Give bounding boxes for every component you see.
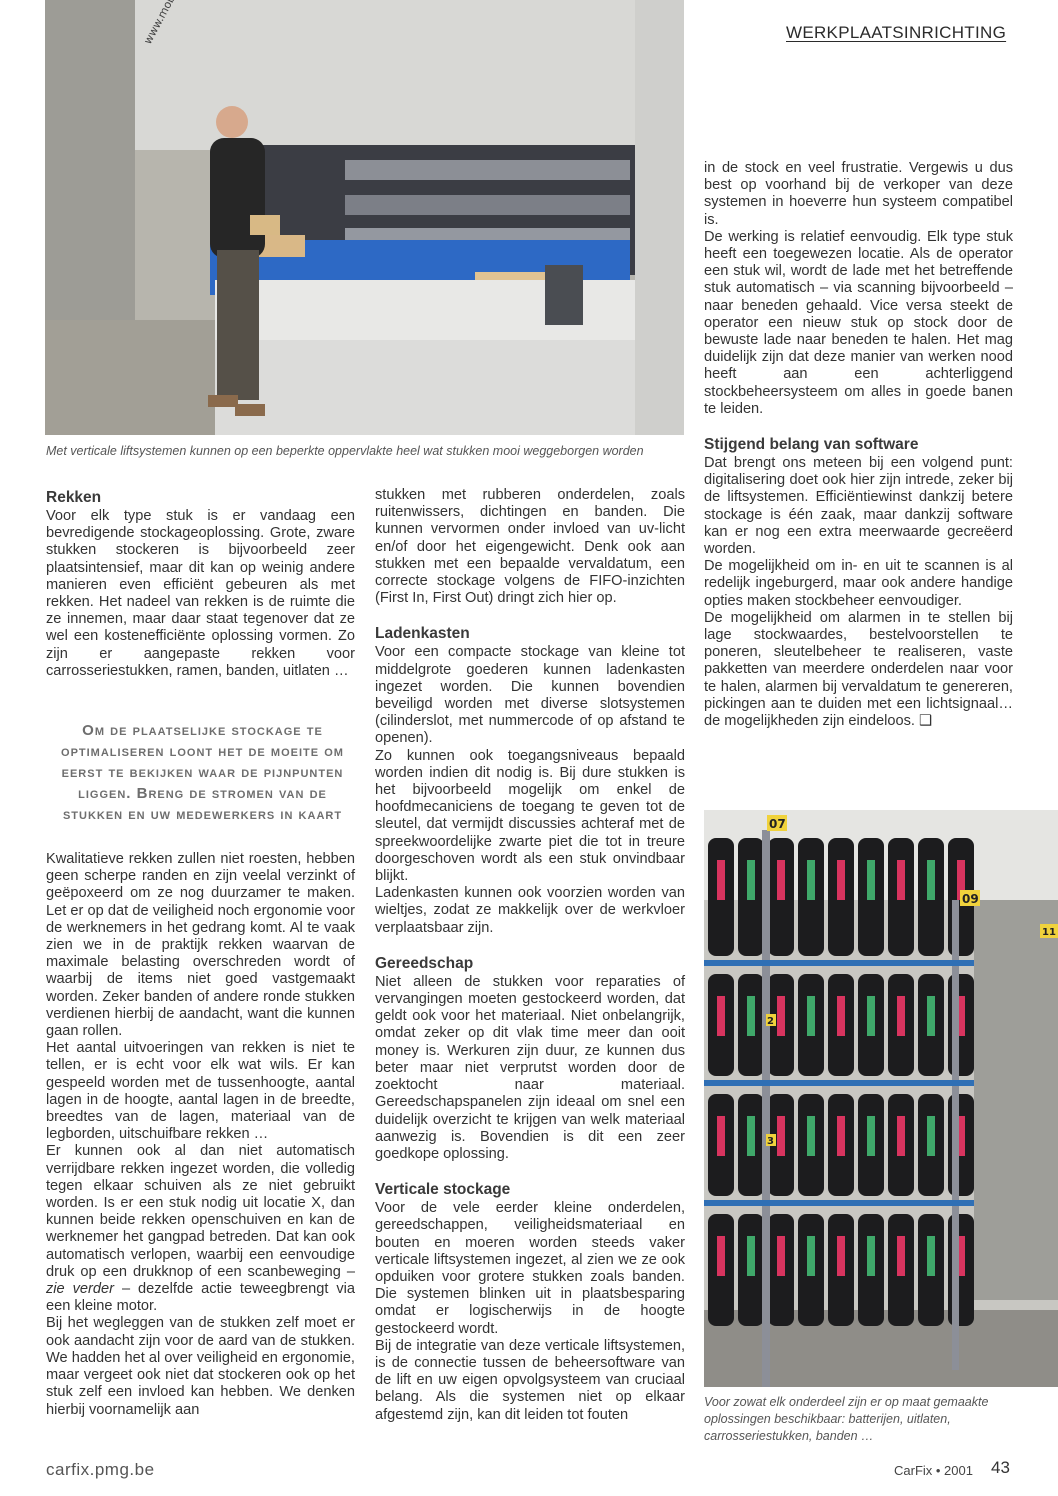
ladenkasten-paragraph-1: Voor een compacte stockage van kleine tot middelgrote goederen kunnen ladenkasten ingezet worden. Die kunnen bovendien beveiligd worden met diverse slotsystemen (cilinderslot, met nummercode of op afstand te openen).	[375, 644, 685, 747]
photo2-caption: Voor zowat elk onderdeel zijn er op maat gemaakte oplossingen beschikbaar: batterijen, uitlaten, carrosseriestukken, banden …	[704, 1395, 989, 1443]
rack-label-07: 07	[769, 817, 786, 831]
software-paragraph-3: De mogelijkheid om alarmen in te stellen bij lage stockwaardes, bestelvoorstellen te poneren, sleutelbeheer te realiseren, vaste pakketten van meerdere onderdelen naar voor te halen, alarmen bij vervaldatum te genereren, pickingen aan te duiden met een lichtsignaal… de mogelijkheden zijn eindeloos. ❑	[704, 609, 1013, 730]
vertical-lift-illustration	[45, 0, 684, 435]
rack-label-09: 09	[962, 892, 979, 906]
software-paragraph-1: Dat brengt ons meteen bij een volgend punt: digitalisering doet ook hier zijn intrede, zeker bij de liftsystemen. Efficiëntiewinst dankzij betere stockage is één zaak, maar dankzij software kan er nog een extra meerwaarde gecreëerd worden.	[704, 455, 1013, 558]
column-middle	[375, 487, 685, 1424]
heading-ladenkasten: Ladenkasten	[375, 625, 470, 643]
rekken-paragraph-4	[46, 1143, 355, 1315]
right-paragraph-2: De werking is relatief eenvoudig. Elk type stuk heeft een toegewezen locatie. Als de operator een stuk wil, wordt de lade met het betreffende stuk automatisch – via scanning bijvoorbeeld – naar beneden gehaald. Vice versa steekt de operator een nieuw stuk op stock door de bewuste lade naar beneden te halen. Het mag duidelijk zijn dat deze manier van werken nood heeft aan een achterliggend stockbeheersysteem om alles in goede banen te leiden.	[704, 228, 1013, 417]
page-number: 43	[991, 1458, 1010, 1477]
rekken-paragraph-1: Voor elk type stuk is er vandaag een bevredigende stockageoplossing. Grote, zware stukken stockeren is bijvoorbeeld zeer plaatsintensief, maar dit kan op weinig andere manieren even efficiënt gebeuren als met rekken. Het nadeel van rekken is de ruimte die ze innemen, maar daar staat tegenover dat ze wel een kostenefficiënte oplossing vormen. Zo zijn er aangepaste rekken voor carrosseriestukken, ramen, banden, uitlaten …	[46, 508, 355, 679]
footer-magazine: CarFix • 2001	[894, 1463, 973, 1478]
pull-quote: Om de plaatselijke stockage te optimaliseren loont het de moeite om eerst te bekijken waar de pijnpunten liggen. Breng de stromen van de stukken en uw medewerkers in kaart	[61, 722, 344, 823]
rekken-paragraph-5: Bij het wegleggen van de stukken zelf moet er ook aandacht zijn voor de aard van de stukken. We hadden het al over veiligheid en ergonomie, maar vergeet ook niet dat stockeren ook op het stuk zelf een invloed kan hebben. We denken hierbij voornamelijk aan	[46, 1315, 355, 1418]
verticale-paragraph-2: Bij de integratie van deze verticale liftsystemen, is de connectie tussen de beheersoftware van de lift en uw eigen opvolgsysteem van cruciaal belang. Als die systemen niet op elkaar afgestemd zijn, kan dit leiden tot fouten	[375, 1337, 685, 1423]
heading-software: Stijgend belang van software	[704, 436, 919, 454]
rack-label-11: 11	[1042, 927, 1056, 938]
footer-url: carfix.pmg.be	[46, 1460, 155, 1479]
rekken-paragraph-4-emphasis: zie verder	[46, 1281, 114, 1298]
rack-label-2: 2	[767, 1016, 774, 1027]
heading-verticale-stockage: Verticale stockage	[375, 1181, 511, 1199]
middle-paragraph-1: stukken met rubberen onderdelen, zoals ruitenwissers, dichtingen en banden. Die kunnen vervormen onder invloed van uv-licht en/of door het eigengewicht. Denk ook aan stukken met een bepaalde vervaldatum, een correcte stockage volgens de FIFO-inzichten (First In, First Out) dringt zich hier op.	[375, 487, 685, 607]
right-paragraph-1: in de stock en veel frustratie. Vergewis u dus best op voorhand bij de verkoper van deze systemen in hoeverre hun systeem compatibel is.	[704, 160, 1013, 228]
section-label: WERKPLAATSINRICHTING	[786, 23, 1007, 42]
ladenkasten-paragraph-3: Ladenkasten kunnen ook voorzien worden van wieltjes, zodat ze makkelijk over de werkvloer verplaatsbaar zijn.	[375, 885, 685, 936]
ladenkasten-paragraph-2: Zo kunnen ook toegangsniveaus bepaald worden indien dit nodig is. Bij dure stukken is het bijvoorbeeld mogelijk om enkel de hoofdmecaniciens de toegang te geven tot de sleutel, dat vermijdt discussies achteraf met de spreekwoordelijke zwarte piet die tot in treure doorgeschoven wordt als een stuk onvindbaar blijkt.	[375, 747, 685, 885]
software-paragraph-2: De mogelijkheid om in- en uit te scannen is al redelijk ingeburgerd, maar ook andere handige opties maken stockbeheer eenvoudiger.	[704, 558, 1013, 609]
heading-rekken: Rekken	[46, 489, 102, 506]
column-left-continued	[46, 851, 355, 1419]
heading-gereedschap: Gereedschap	[375, 954, 474, 972]
tire-rack-illustration	[704, 810, 1058, 1387]
rekken-paragraph-2: Kwalitatieve rekken zullen niet roesten, hebben geen scherpe randen en zijn veelal verzinkt of geëpoxeerd om ze nog duurzamer te maken. Let er op dat de veiligheid noch ergonomie voor de werknemers in het gedrang komt. Al te vaak zien we in de praktijk rekken waarvan de maximale belasting overschreden wordt of waarbij de items niet goed vastgemaakt worden. Zeker banden of andere ronde stukken verdienen hierbij de aandacht, want die kunnen gaan rollen.	[46, 851, 355, 1040]
tire-rack-photo	[704, 810, 1058, 1387]
column-left	[46, 488, 355, 680]
rekken-paragraph-3: Het aantal uitvoeringen van rekken is niet te tellen, er is echt voor elk wat wils. Er kan gespeeld worden met de tussenhoogte, aantal lagen in de hoogte, aantal lagen in de breedte, breedtes van de lagen, materiaal van de legborden, uitschuifbare rekken …	[46, 1040, 355, 1143]
rack-label-3: 3	[767, 1136, 774, 1147]
gereedschap-paragraph: Niet alleen de stukken voor reparaties of vervangingen moeten gestockeerd worden, dat geldt ook voor het materiaal. Niet onbelangrijk, omdat zeker op dit vlak time meer dan ooit money is. Werkuren zijn duur, ze kunnen dus beter maar niet verprutst worden door de zoektocht naar materiaal. Gereedschapspanelen zijn ideaal om snel een duidelijk overzicht te krijgen van welk materiaal aanwezig is. Bovendien is dit een zeer goedkope oplossing.	[375, 973, 685, 1162]
photo1-caption: Met verticale liftsystemen kunnen op een beperkte oppervlakte heel wat stukken mooi weggeborgen worden	[46, 444, 644, 458]
column-right	[704, 160, 1013, 730]
verticale-paragraph-1: Voor de vele eerder kleine onderdelen, gereedschappen, veiligheidsmateriaal en bouten en moeren worden steeds vaker verticale liftsystemen ingezet, al zien we ze ook opduiken voor grotere stukken zoals banden. Die systemen blinken uit in plaatsbesparing omdat er logischerwijs in de hoogte gestockeerd wordt.	[375, 1200, 685, 1337]
rekken-paragraph-4-start: Er kunnen ook al dan niet automatisch verrijdbare rekken ingezet worden, die volledig tegen elkaar schuiven als ze niet gebruikt worden. Is er een stuk nodig uit locatie X, dan kunnen beide rekken openschuiven en kan de werknemer het gangpad betreden. Dat kan ook automatisch verlopen, waarbij een eenvoudige druk op een drukknop of een scanbeweging –	[46, 1143, 355, 1280]
vertical-lift-photo	[45, 0, 684, 435]
rekken-paragraph-4-end: – dezelfde actie teweegbrengt via een kleine motor.	[46, 1281, 355, 1315]
